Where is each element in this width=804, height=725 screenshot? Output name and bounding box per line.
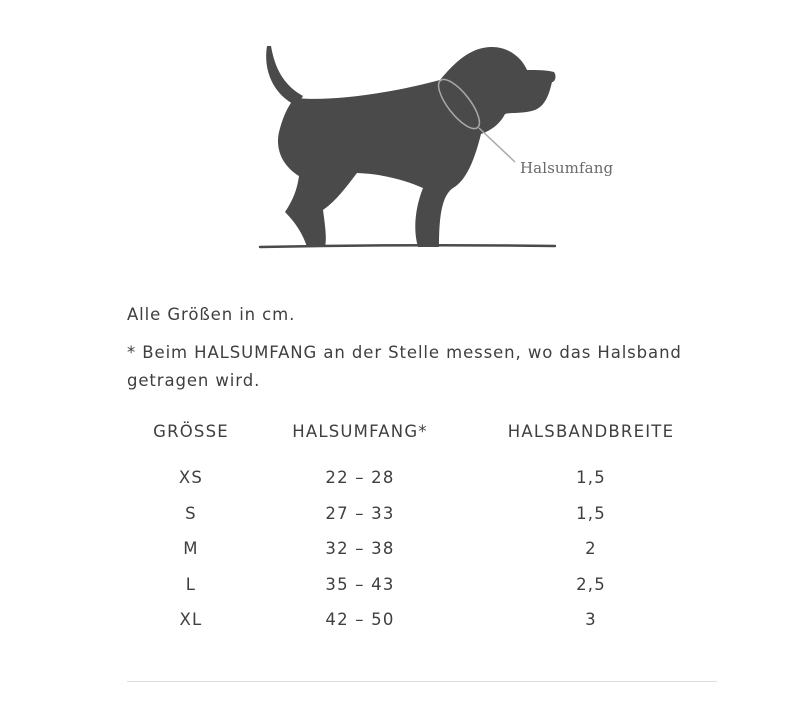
cell-neck: 27 – 33	[325, 503, 395, 523]
cell-width: 3	[585, 610, 597, 630]
units-note: Alle Größen in cm.	[127, 305, 296, 324]
header-width: HALSBANDBREITE	[507, 421, 675, 441]
cell-neck: 22 – 28	[325, 468, 395, 488]
cell-size: S	[185, 503, 197, 523]
size-notes	[127, 301, 717, 395]
dog-silhouette-icon	[255, 40, 625, 255]
measure-hint: * Beim HALSUMFANG an der Stelle messen, wo das Halsband getragen wird.	[127, 343, 682, 390]
size-table	[127, 416, 717, 638]
cell-neck: 42 – 50	[325, 610, 395, 630]
table-row	[127, 496, 717, 532]
cell-size: L	[185, 574, 197, 594]
table-row	[127, 567, 717, 603]
cell-width: 2,5	[576, 574, 606, 594]
table-header-row	[127, 416, 717, 460]
neck-measure-label: Halsumfang	[520, 159, 614, 177]
table-row	[127, 602, 717, 638]
header-neck: HALSUMFANG*	[292, 421, 428, 441]
table-row	[127, 460, 717, 496]
header-size: GRÖSSE	[153, 421, 229, 441]
cell-width: 1,5	[576, 468, 606, 488]
table-row	[127, 531, 717, 567]
cell-neck: 32 – 38	[325, 539, 395, 559]
cell-neck: 35 – 43	[325, 574, 395, 594]
dog-neck-measure-illustration	[255, 40, 625, 255]
cell-size: XL	[179, 610, 203, 630]
cell-size: XS	[178, 468, 204, 488]
cell-width: 1,5	[576, 503, 606, 523]
cell-size: M	[183, 539, 199, 559]
section-divider	[127, 681, 717, 682]
cell-width: 2	[585, 539, 597, 559]
